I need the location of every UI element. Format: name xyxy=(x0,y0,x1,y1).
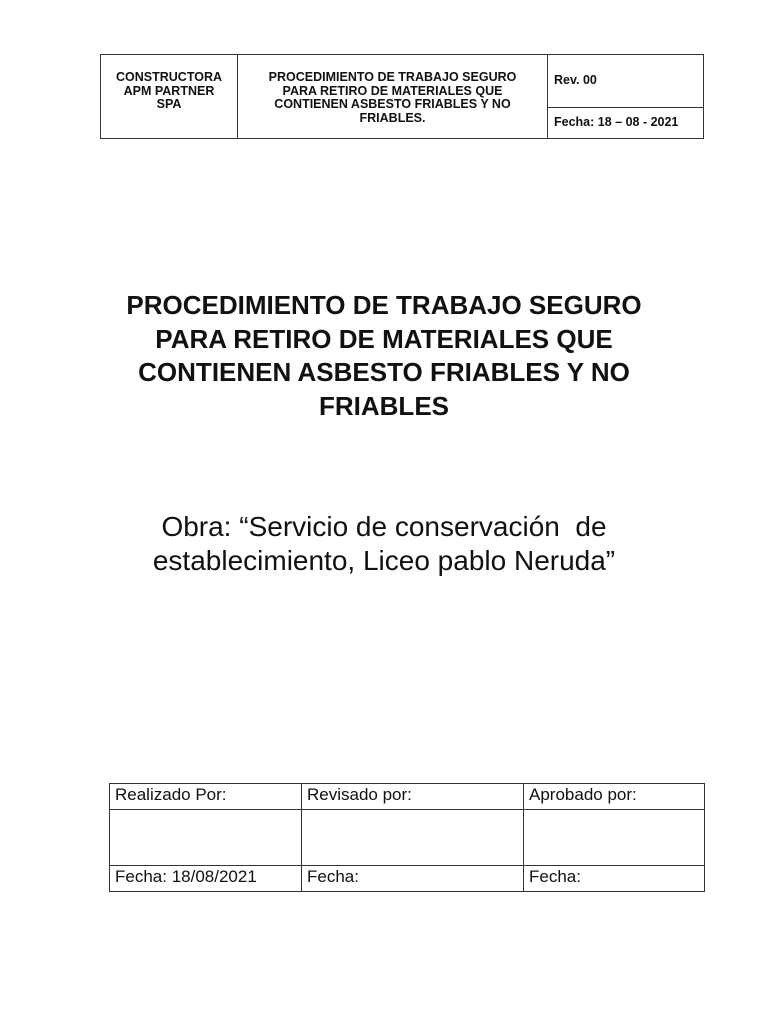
approved-by-label: Aprobado por: xyxy=(524,784,705,810)
reviewed-by-date: Fecha: xyxy=(302,866,524,892)
approved-by-signature xyxy=(524,810,705,866)
page-title xyxy=(0,289,768,423)
obra-line: establecimiento, Liceo pablo Neruda” xyxy=(152,545,616,576)
header-date: Fecha: 18 – 08 - 2021 xyxy=(548,108,704,139)
made-by-label: Realizado Por: xyxy=(110,784,302,810)
title-line: CONTIENEN ASBESTO FRIABLES Y NO xyxy=(138,357,630,387)
made-by-date: Fecha: 18/08/2021 xyxy=(110,866,302,892)
company-line: SPA xyxy=(156,97,182,111)
title-line: PROCEDIMIENTO DE TRABAJO SEGURO xyxy=(126,290,642,320)
company-line: CONSTRUCTORA xyxy=(115,70,223,84)
doc-title-line: PARA RETIRO DE MATERIALES QUE xyxy=(282,83,503,98)
company-cell xyxy=(101,55,238,139)
made-by-signature xyxy=(110,810,302,866)
reviewed-by-label: Revisado por: xyxy=(302,784,524,810)
doc-title-line: PROCEDIMIENTO DE TRABAJO SEGURO xyxy=(268,70,517,84)
signature-table xyxy=(109,783,705,892)
doc-title-line: FRIABLES. xyxy=(359,110,426,125)
approved-by-date: Fecha: xyxy=(524,866,705,892)
doc-title-cell xyxy=(238,55,548,139)
obra-line: Obra: “Servicio de conservación de xyxy=(161,511,607,542)
doc-title-line: CONTIENEN ASBESTO FRIABLES Y NO xyxy=(274,97,511,111)
title-line: PARA RETIRO DE MATERIALES QUE xyxy=(155,323,613,354)
header-table xyxy=(100,54,704,139)
project-name xyxy=(0,510,768,578)
company-line: APM PARTNER xyxy=(123,83,215,98)
reviewed-by-signature xyxy=(302,810,524,866)
title-line: FRIABLES xyxy=(319,390,449,421)
revision: Rev. 00 xyxy=(548,55,704,108)
